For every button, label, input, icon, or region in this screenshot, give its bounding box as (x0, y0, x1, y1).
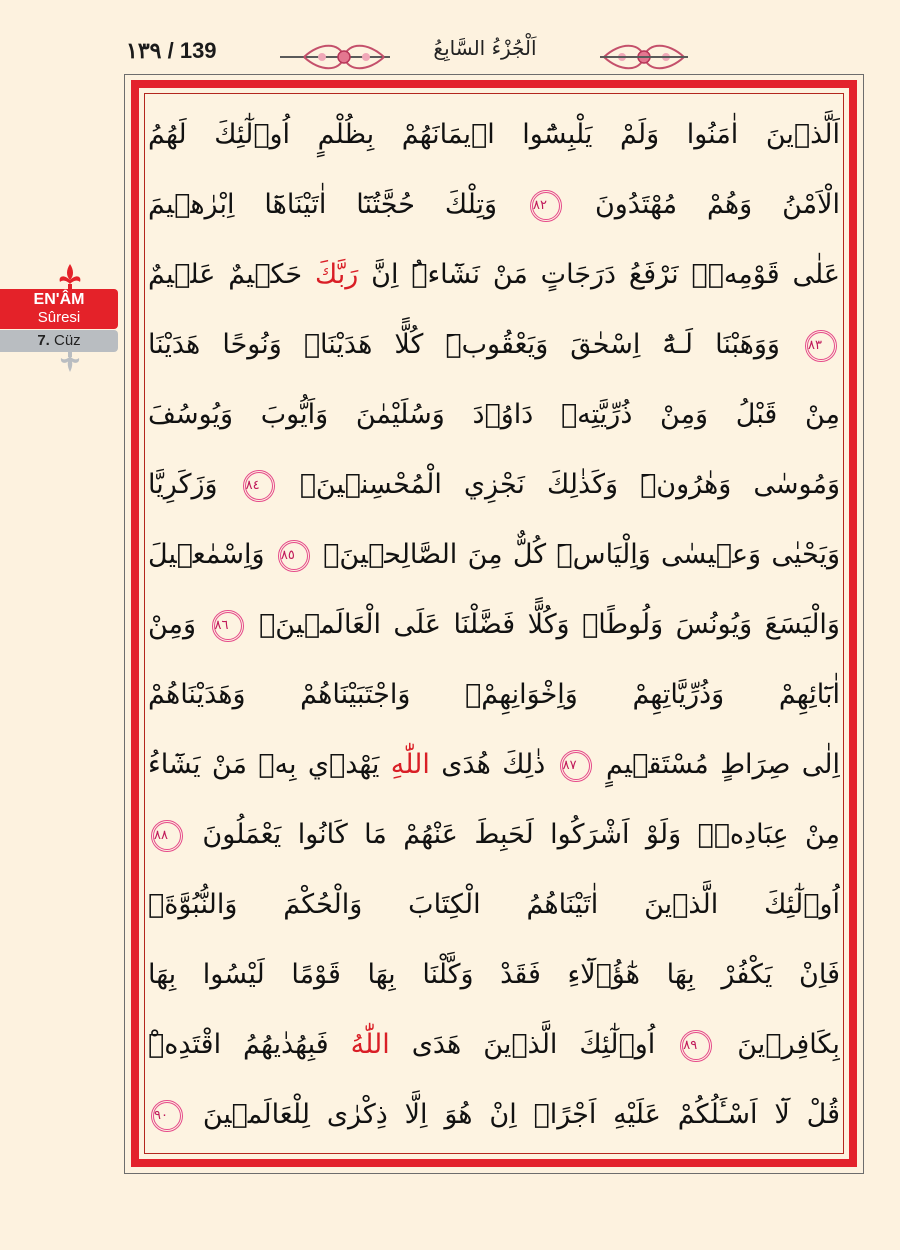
text-line-12: اُو۬لٰٓئِكَ الَّذ۪ينَ اٰتَيْنَاهُمُ الْكِتَابَ وَالْحُكْمَ وَالنُّبُوَّةَۚ (148, 889, 840, 920)
verse-number-marker: ٨٥ (278, 540, 310, 572)
juz-title: اَلْجُزْءُ السَّابِعُ (433, 36, 537, 60)
divine-name: اللّٰهُ (350, 1029, 390, 1060)
juz-number: 7. (37, 332, 50, 349)
sura-tab (0, 262, 122, 370)
divine-name: رَبَّكَ (314, 259, 359, 290)
verse-number-marker: ٨٣ (805, 330, 837, 362)
text-line-3: عَلٰى قَوْمِه۪ۜ نَرْفَعُ دَرَجَاتٍ مَنْ نَشَٓاءُۜ اِنَّ رَبَّكَ حَك۪يمٌ عَل۪يمٌ (148, 259, 840, 290)
fleur-de-lis-icon (58, 352, 82, 374)
page-number-latin: 139 (179, 38, 217, 63)
text-line-9: اٰبَٓائِهِمْ وَذُرِّيَّاتِهِمْ وَاِخْوَانِهِمْۚ وَاجْتَبَيْنَاهُمْ وَهَدَيْنَاهُمْ (148, 679, 840, 710)
text-line-5: مِنْ قَبْلُ وَمِنْ ذُرِّيَّتِه۪ دَاوُ۫دَ وَسُلَيْمٰنَ وَاَيُّوبَ وَيُوسُفَ (148, 399, 840, 430)
verse-number-marker: ٩٠ (151, 1100, 183, 1132)
text-line-10: اِلٰى صِرَاطٍ مُسْتَق۪يمٍ ٨٧ ذٰلِكَ هُدَى اللّٰهِ يَهْد۪ي بِه۪ مَنْ يَشَٓاءُ (148, 749, 840, 780)
sura-subtitle: Sûresi (37, 309, 81, 326)
verse-number-marker: ٨٢ (530, 190, 562, 222)
divine-name: اللّٰهِ (390, 749, 430, 780)
text-line-6: وَمُوسٰى وَهٰرُونَۜ وَكَذٰلِكَ نَجْزِي الْمُحْسِن۪ينَۙ ٨٤ وَزَكَرِيَّا (148, 469, 840, 500)
text-line-13: فَاِنْ يَكْفُرْ بِهَا هٰٓؤُ۬لَٓاءِ فَقَدْ وَكَّلْنَا بِهَا قَوْمًا لَيْسُوا بِهَا (148, 959, 840, 990)
text-line-14: بِكَافِر۪ينَ ٨٩ اُو۬لٰٓئِكَ الَّذ۪ينَ هَدَى اللّٰهُ فَبِهُدٰيهُمُ اقْتَدِهْۜ (148, 1029, 840, 1060)
verse-number-marker: ٨٨ (151, 820, 183, 852)
juz-label: Cüz (54, 332, 81, 349)
verse-number-marker: ٨٧ (560, 750, 592, 782)
page-number (126, 38, 217, 64)
text-line-4: ٨٣ وَوَهَبْنَا لَـهُٓ اِسْحٰقَ وَيَعْقُوبَۜ كُلًّا هَدَيْنَاۚ وَنُوحًا هَدَيْنَا (148, 310, 840, 380)
fleur-de-lis-icon (56, 262, 84, 292)
sura-name: EN'ÂM (33, 291, 85, 308)
text-line-8: وَالْيَسَعَ وَيُونُسَ وَلُوطًاۜ وَكُلًّا فَضَّلْنَا عَلَى الْعَالَم۪ينَۙ ٨٦ وَمِنْ (148, 609, 840, 640)
floral-ornament-icon (300, 40, 388, 74)
juz-label-block (0, 330, 118, 352)
text-line-7: وَيَحْيٰى وَع۪يسٰى وَاِلْيَاسَۜ كُلٌّ مِنَ الصَّالِح۪ينَۙ ٨٥ وَاِسْمٰع۪يلَ (148, 539, 840, 570)
text-line-15: قُلْ لَٓا اَسْـَٔلُكُمْ عَلَيْهِ اَجْرًاۜ اِنْ هُوَ اِلَّا ذِكْرٰى لِلْعَالَم۪ينَ ٩٠ (148, 1080, 840, 1150)
text-line-11: مِنْ عِبَادِه۪ۜ وَلَوْ اَشْرَكُوا لَحَبِطَ عَنْهُمْ مَا كَانُوا يَعْمَلُونَ ٨٨ (148, 800, 840, 870)
page-number-arabic: ١٣٩ (126, 38, 162, 63)
sura-label-block (0, 289, 118, 329)
verse-number-marker: ٨٩ (680, 1030, 712, 1062)
page-header (0, 0, 900, 80)
text-line-2: الْاَمْنُ وَهُمْ مُهْتَدُونَ ٨٢ وَتِلْكَ حُجَّتُنَٓا اٰتَيْنَاهَٓا اِبْرٰه۪يمَ (148, 189, 840, 220)
verse-number-marker: ٨٦ (212, 610, 244, 642)
header-rule-right (600, 56, 688, 58)
page-number-separator: / (167, 38, 174, 63)
verse-number-marker: ٨٤ (243, 470, 275, 502)
text-line-1: اَلَّذ۪ينَ اٰمَنُوا وَلَمْ يَلْبِسُٓوا ا۪يمَانَهُمْ بِظُلْمٍ اُو۬لٰٓئِكَ لَهُمُ (148, 119, 840, 150)
